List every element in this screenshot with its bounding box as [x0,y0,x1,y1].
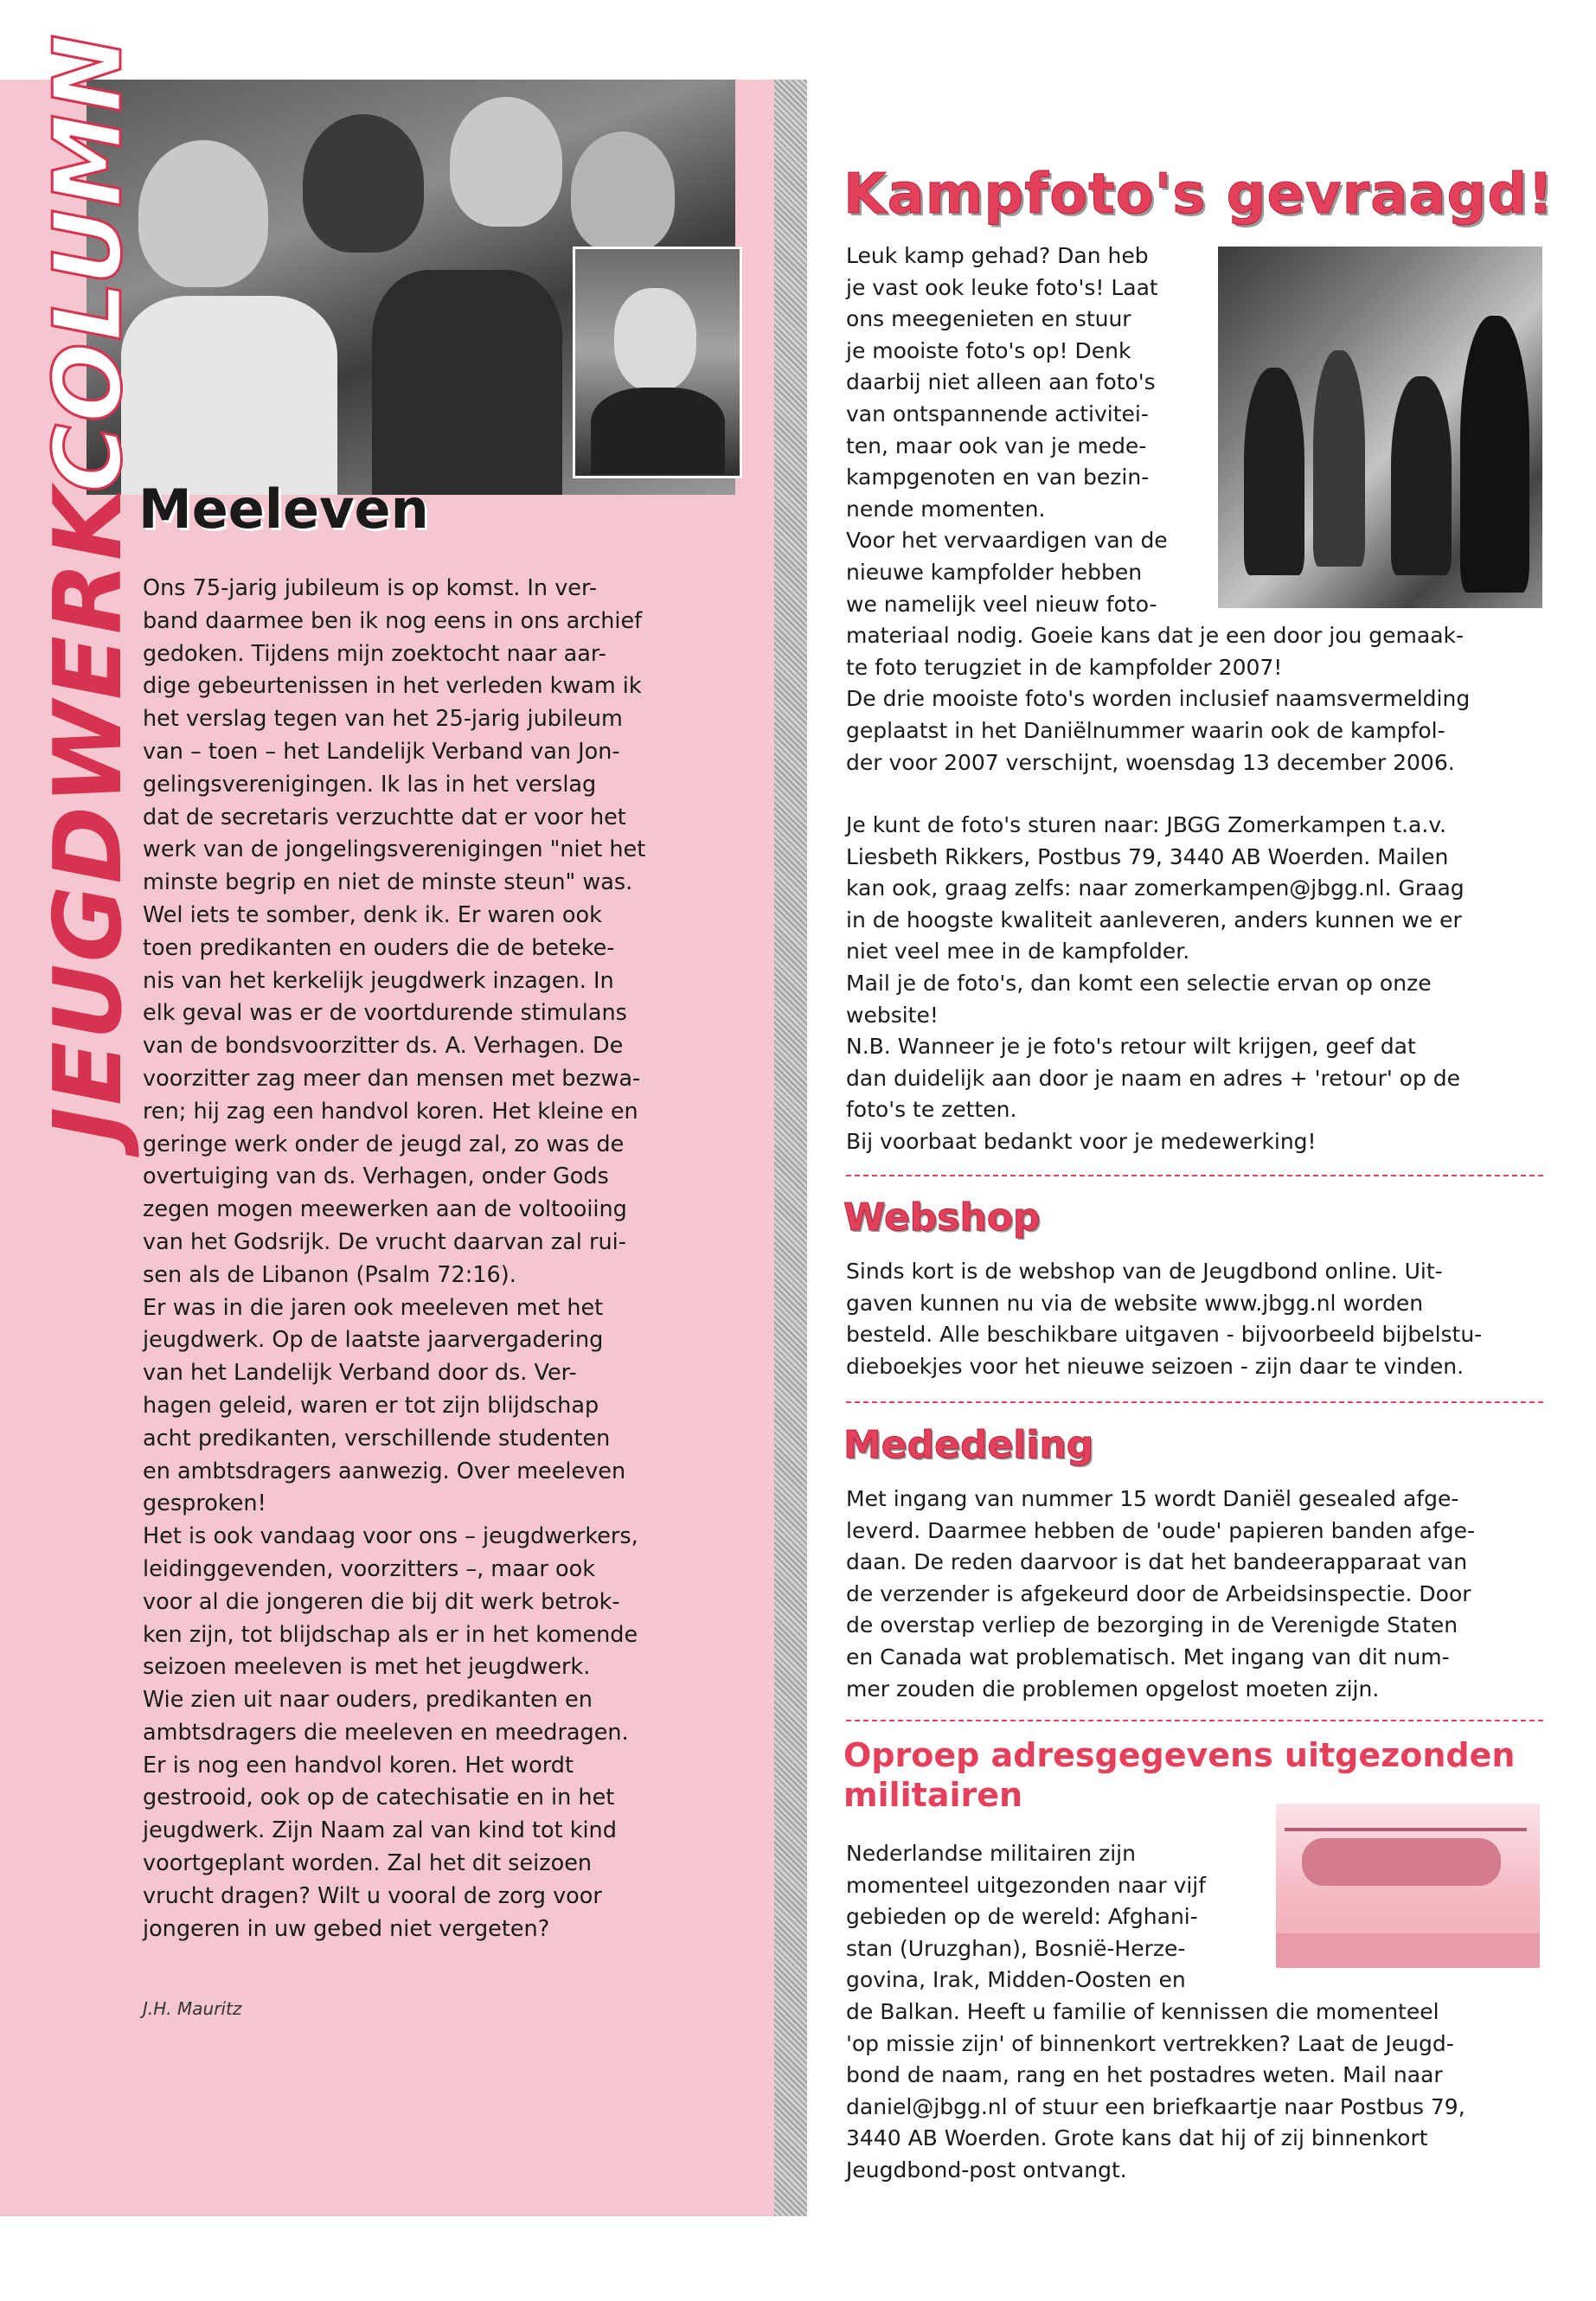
text-line: stan (Uruzghan), Bosnië-Herze- [846,1935,1186,1961]
text-line: Mail je de foto's, dan komt een selectie ervan op onze [846,971,1432,997]
text-line: van het Godsrijk. De vrucht daarvan zal rui- [143,1228,626,1255]
section-divider [846,1401,1543,1403]
mededeling-body [846,1484,1540,1705]
text-line: materiaal nodig. Goeie kans dat je een door jou gemaak- [846,623,1465,649]
text-line: van – toen – het Landelijk Verband van Jon- [143,738,620,765]
oproep-body [846,1838,1540,2187]
text-line: gesproken! [143,1490,266,1517]
text-line: band daarmee ben ik nog eens in ons archief [143,607,643,634]
section-banner: JEUGDWERKCOLUMN [35,32,143,1142]
text-line: ten, maar ook van je mede- [846,433,1147,458]
text-line: ons meegenieten en stuur [846,306,1131,332]
text-line: kan ook, graag zelfs: naar zomerkampen@jbgg.nl. Graag [846,875,1465,901]
text-line: jongeren in uw gebed niet vergeten? [143,1915,550,1942]
text-line: geringe werk onder de jeugd zal, zo was de [143,1131,625,1157]
text-line: Je kunt de foto's sturen naar: JBGG Zomerkampen t.a.v. [846,812,1447,838]
text-line: dan duidelijk aan door je naam en adres + 'retour' op de [846,1065,1461,1091]
text-line: voortgeplant worden. Zal het dit seizoen [143,1850,593,1877]
text-line: nis van het kerkelijk jeugdwerk inzagen. In [143,967,614,994]
text-line: Bij voorbaat bedankt voor je medewerking! [846,1129,1317,1155]
text-line: je mooiste foto's op! Denk [846,337,1131,363]
text-line: Voor het vervaardigen van de [846,528,1168,554]
text-line: ambtsdragers die meeleven en meedragen. [143,1719,629,1746]
text-line: Met ingang van nummer 15 wordt Daniël gesealed afge- [846,1486,1459,1511]
text-line: geplaatst in het Daniëlnummer waarin ook de kampfol- [846,717,1445,743]
text-line: mer zouden die problemen opgelost moeten zijn. [846,1676,1380,1702]
text-line: voorzitter zag meer dan mensen met bezwa- [143,1065,641,1092]
text-line: Er is nog een handvol koren. Het wordt [143,1752,574,1779]
text-line: vrucht dragen? Wilt u vooral de zorg voor [143,1882,602,1909]
text-line: Sinds kort is de webshop van de Jeugdbond online. Uit- [846,1259,1443,1284]
text-line: leidinggevenden, voorzitters –, maar ook [143,1555,595,1582]
text-line: en Canada wat problematisch. Met ingang van dit num- [846,1644,1450,1670]
text-line: Liesbeth Rikkers, Postbus 79, 3440 AB Woerden. Mailen [846,843,1449,869]
oproep-heading: Oproep adresgegevens uitgezonden militairen [843,1736,1516,1814]
text-line: niet veel mee in de kampfolder. [846,939,1190,965]
text-line: werk van de jongelingsverenigingen "niet het [143,836,646,863]
text-line: overtuiging van ds. Verhagen, onder Gods [143,1163,609,1190]
text-line: de verzender is afgekeurd door de Arbeidsinspectie. Door [846,1580,1471,1606]
text-line: Ons 75-jarig jubileum is op komst. In ver- [143,575,598,601]
section-divider [846,1720,1543,1721]
text-line: daan. De reden daarvoor is dat het bandeerapparaat van [846,1549,1468,1575]
text-line: toen predikanten en ouders die de beteke- [143,934,615,961]
text-line: seizoen meeleven is met het jeugdwerk. [143,1654,591,1681]
text-line: nieuwe kampfolder hebben [846,559,1143,585]
text-line: jeugdwerk. Op de laatste jaarvergadering [143,1327,604,1354]
text-line: de overstap verliep de bezorging in de Verenigde Staten [846,1612,1458,1638]
section-divider [846,1175,1543,1176]
text-line: in de hoogste kwaliteit aanleveren, anders kunnen we er [846,907,1462,933]
author-portrait [573,247,742,478]
text-line: govina, Irak, Midden-Oosten en [846,1967,1186,1993]
text-line: acht predikanten, verschillende studenten [143,1425,611,1452]
text-line: dat de secretaris verzuchtte dat er voor het [143,804,626,830]
text-line: en ambtsdragers aanwezig. Over meeleven [143,1458,626,1484]
text-line: leverd. Daarmee hebben de 'oude' papieren banden afge- [846,1517,1476,1543]
author-signature: J.H. Mauritz [143,1998,242,2019]
text-line: gestrooid, ook op de catechisatie en in het [143,1785,615,1811]
text-line: te foto terugziet in de kampfolder 2007! [846,654,1283,680]
text-line: daniel@jbgg.nl of stuur een briefkaartje naar Postbus 79, [846,2093,1465,2119]
text-line: 'op missie zijn' of binnenkort vertrekken? Laat de Jeugd- [846,2030,1454,2056]
text-line: website! [846,1002,939,1028]
text-line: van de bondsvoorzitter ds. A. Verhagen. De [143,1033,624,1060]
text-line: foto's te zetten. [846,1097,1017,1123]
text-line: sen als de Libanon (Psalm 72:16). [143,1261,516,1288]
text-line: je vast ook leuke foto's! Laat [846,274,1158,300]
text-line: van ontspannende activitei- [846,401,1149,426]
text-line: Nederlandse militairen zijn [846,1841,1136,1866]
text-line: momenteel uitgezonden naar vijf [846,1872,1207,1898]
text-line: dige gebeurtenissen in het verleden kwam ik [143,673,642,700]
text-line: gebieden op de wereld: Afghani- [846,1904,1198,1930]
text-line: de Balkan. Heeft u familie of kennissen die momenteel [846,1998,1439,2024]
text-line: jeugdwerk. Zijn Naam zal van kind tot kind [143,1817,617,1844]
text-line: De drie mooiste foto's worden inclusief naamsvermelding [846,686,1471,712]
text-line: bond de naam, rang en het postadres weten. Mail naar [846,2062,1443,2088]
text-line: Het is ook vandaag voor ons – jeugdwerkers, [143,1523,638,1550]
text-line: gelingsverenigingen. Ik las in het verslag [143,771,597,798]
text-line: 3440 AB Woerden. Grote kans dat hij of zij binnenkort [846,2125,1428,2151]
webshop-body [846,1256,1540,1382]
text-line: Jeugdbond-post ontvangt. [846,2157,1127,2182]
webshop-heading: Webshop [843,1195,1041,1240]
text-line: der voor 2007 verschijnt, woensdag 13 december 2006. [846,749,1455,775]
column-shadow [774,80,807,2216]
text-line: N.B. Wanneer je je foto's retour wilt krijgen, geef dat [846,1034,1416,1060]
text-line: nende momenten. [846,496,1046,522]
text-line: hagen geleid, waren er tot zijn blijdschap [143,1392,599,1419]
text-line: we namelijk veel nieuw foto- [846,591,1157,617]
column-heading: Meeleven [138,478,429,541]
text-line: ken zijn, tot blijdschap als er in het komende [143,1621,638,1648]
text-line: van het Landelijk Verband door ds. Ver- [143,1360,577,1387]
text-line: Wie zien uit naar ouders, predikanten en [143,1687,593,1714]
text-line: zegen mogen meewerken aan de voltooiing [143,1196,627,1223]
text-line: minste begrip en niet de minste steun" was. [143,869,633,896]
mededeling-heading: Mededeling [843,1423,1094,1467]
text-line: Leuk kamp gehad? Dan heb [846,243,1149,268]
text-line: besteld. Alle beschikbare uitgaven - bijvoorbeeld bijbelstu- [846,1322,1483,1348]
text-line: elk geval was er de voortdurende stimulans [143,1000,627,1027]
column-body [143,573,688,1945]
text-line: het verslag tegen van het 25-jarig jubileum [143,706,623,733]
text-line: dieboekjes voor het nieuwe seizoen - zijn daar te vinden. [846,1353,1465,1379]
text-line: kampgenoten en van bezin- [846,465,1150,490]
text-line: daarbij niet alleen aan foto's [846,369,1156,395]
text-line: Wel iets te somber, denk ik. Er waren ook [143,901,602,928]
text-line: gaven kunnen nu via de website www.jbgg.nl worden [846,1290,1424,1316]
text-line: voor al die jongeren die bij dit werk betrok- [143,1588,620,1615]
kampfoto-heading: Kampfoto's gevraagd! [843,163,1554,227]
text-line: gedoken. Tijdens mijn zoektocht naar aar- [143,640,606,667]
text-line: Er was in die jaren ook meeleven met het [143,1294,604,1321]
text-line: ren; hij zag een handvol koren. Het kleine en [143,1098,638,1125]
kampfoto-body [846,240,1540,1158]
